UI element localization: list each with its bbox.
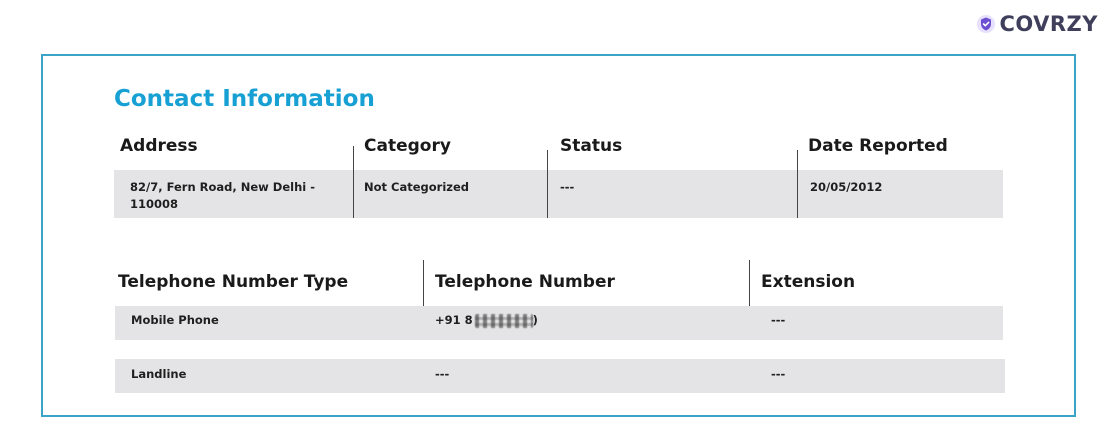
phone-number-value <box>435 312 538 329</box>
header-date-reported: Date Reported <box>808 136 948 156</box>
section-title: Contact Information <box>114 86 375 112</box>
brand-name: COVRZY <box>999 12 1098 36</box>
redacted-number <box>475 314 533 328</box>
phone-number-suffix: ) <box>532 313 538 327</box>
brand-logo <box>976 12 1098 36</box>
phone-number-prefix: +91 8 <box>435 313 473 327</box>
column-divider <box>353 146 354 218</box>
phone-number-value: --- <box>435 367 450 381</box>
extension-value: --- <box>771 313 786 327</box>
shield-check-icon <box>976 14 996 34</box>
category-value: Not Categorized <box>364 180 469 194</box>
status-value: --- <box>560 180 575 194</box>
phone-type-value: Landline <box>131 367 187 381</box>
header-phone-number: Telephone Number <box>435 272 615 292</box>
address-value: 82/7, Fern Road, New Delhi - 110008 <box>130 180 315 211</box>
date-reported-value: 20/05/2012 <box>810 180 883 194</box>
table-row <box>115 359 1005 393</box>
column-divider <box>797 150 798 218</box>
header-extension: Extension <box>761 272 856 292</box>
extension-value: --- <box>771 367 786 381</box>
header-status: Status <box>560 136 623 156</box>
column-divider <box>547 150 548 218</box>
header-address: Address <box>120 136 198 156</box>
header-phone-type: Telephone Number Type <box>118 272 349 292</box>
table-row <box>115 306 1003 340</box>
header-category: Category <box>364 136 451 156</box>
phone-type-value: Mobile Phone <box>131 313 219 327</box>
